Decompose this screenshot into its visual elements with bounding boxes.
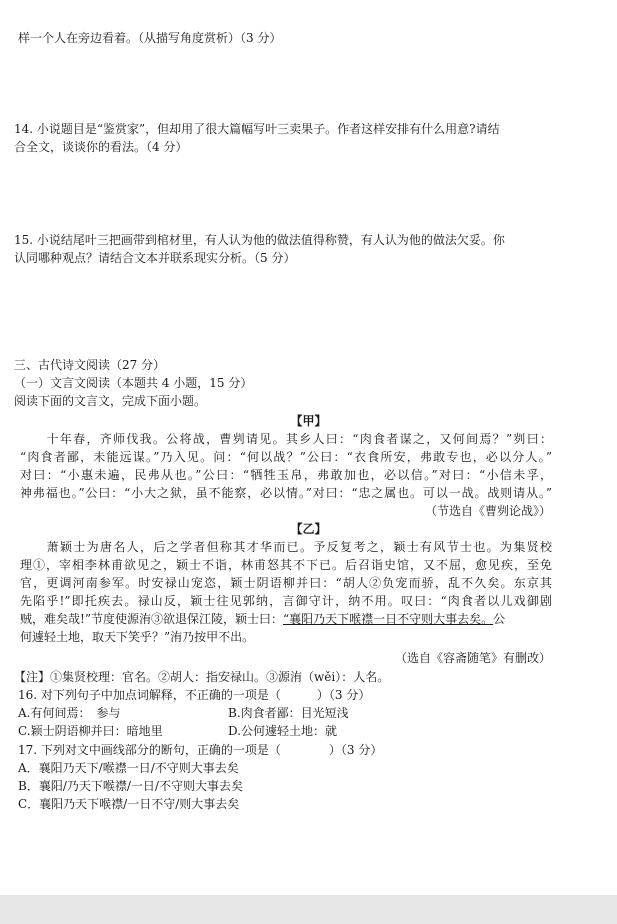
q16-option-b: B.肉食者鄙：目光短浅 bbox=[228, 706, 349, 720]
section3-sub: （一）文言文阅读（本题共 4 小题，15 分） bbox=[14, 376, 253, 390]
q16-stem: 16. 对下列句子中加点词解释，不正确的一项是（ ）（3 分） bbox=[18, 688, 371, 702]
q17-option-b: B．襄阳/乃天下喉襟/一日/不守则大事去矣 bbox=[18, 779, 243, 793]
yi-source: （选自《容斋随笔》有删改） bbox=[394, 651, 551, 665]
underlined-sentence: “襄阳乃天下喉襟一日不守则大事去矣。 bbox=[282, 612, 494, 626]
yi-line-2: 理①，宰相李林甫欲见之，颖士不诣，林甫怒其不下已。后召诣史馆，又不屈，愈见疾，至免 bbox=[20, 558, 552, 572]
q17-stem: 17. 下列对文中画线部分的断句，正确的一项是（ ）（3 分） bbox=[18, 743, 383, 757]
q14-line2: 合全文，谈谈你的看法。（4 分） bbox=[14, 140, 188, 154]
section3-title: 三、古代诗文阅读（27 分） bbox=[14, 358, 166, 372]
q15-line1: 15. 小说结尾叶三把画带到棺材里，有人认为他的做法值得称赞，有人认为他的做法欠妥。你 bbox=[14, 233, 505, 247]
q15-line2: 认同哪种观点？请结合文本并联系现实分析。（5 分） bbox=[14, 251, 296, 265]
section3-instruction: 阅读下面的文言文，完成下面小题。 bbox=[14, 394, 207, 408]
viewer-bottom-bar bbox=[0, 895, 617, 924]
q17-option-a: A．襄阳乃天下/喉襟一日/不守则大事去矣 bbox=[18, 761, 239, 775]
yi-line-1: 萧颖士为唐名人，后之学者但称其才华而已。予反复考之，颖士有风节士也。为集贤校 bbox=[20, 540, 552, 554]
q14-line1: 14. 小说题目是“鉴赏家”，但却用了很大篇幅写叶三卖果子。作者这样安排有什么用意?请结 bbox=[14, 122, 500, 136]
q17-option-c: C．襄阳乃天下喉襟/一日不守/则大事去矣 bbox=[18, 797, 240, 811]
yi-line-3: 官，更调河南参军。时安禄山宠恣，颖士阴语柳并曰：“胡人②负宠而骄，乱不久矣。东京其 bbox=[20, 576, 552, 590]
yi-label: 【乙】 bbox=[290, 522, 327, 536]
jia-line-4: 神弗福也。”公曰：“小大之狱，虽不能察，必以情。”对曰：“忠之属也。可以一战。战则请从。” bbox=[20, 486, 552, 500]
yi-line-6: 何遽轻土地，取天下笑乎？”洧乃按甲不出。 bbox=[20, 630, 255, 644]
jia-line-3: 对曰：“小惠未遍，民弗从也。”公曰：“牺牲玉帛，弗敢加也，必以信。”对曰：“小信未孚， bbox=[20, 468, 552, 482]
yi-line-5-text: 贼，难矣哉!”节度使源洧③欲退保江陵，颖士曰： bbox=[20, 612, 283, 626]
jia-line-2: “肉食者鄙，未能远谋。”乃入见。问：“何以战？”公曰：“衣食所安，弗敢专也，必以分人。” bbox=[20, 450, 552, 464]
q16-option-a: A.有何间焉： 参与 bbox=[18, 706, 121, 720]
q16-option-c: C.颖士阴语柳并曰：暗地里 bbox=[18, 724, 163, 738]
note: 【注】①集贤校理：官名。②胡人：指安禄山。③源洧（wěi）：人名。 bbox=[14, 670, 390, 684]
yi-line-5-tail: 公 bbox=[493, 612, 506, 626]
jia-source: （节选自《曹刿论战》） bbox=[424, 504, 551, 518]
yi-line-4: 先陷乎!”即托疾去。禄山反，颖士往见郭纳，言御守计，纳不用。叹曰：“肉食者以儿戏御剧 bbox=[20, 594, 552, 608]
q16-option-d: D.公何遽轻土地：就 bbox=[228, 724, 338, 738]
q13-tail: 样一个人在旁边看着。（从描写角度赏析）（3 分） bbox=[18, 31, 282, 45]
jia-label: 【甲】 bbox=[290, 414, 327, 428]
yi-line-5 bbox=[20, 611, 505, 627]
jia-line-1: 十年春，齐师伐我。公将战，曹刿请见。其乡人曰：“肉食者谋之，又何间焉？”刿曰： bbox=[20, 432, 552, 446]
